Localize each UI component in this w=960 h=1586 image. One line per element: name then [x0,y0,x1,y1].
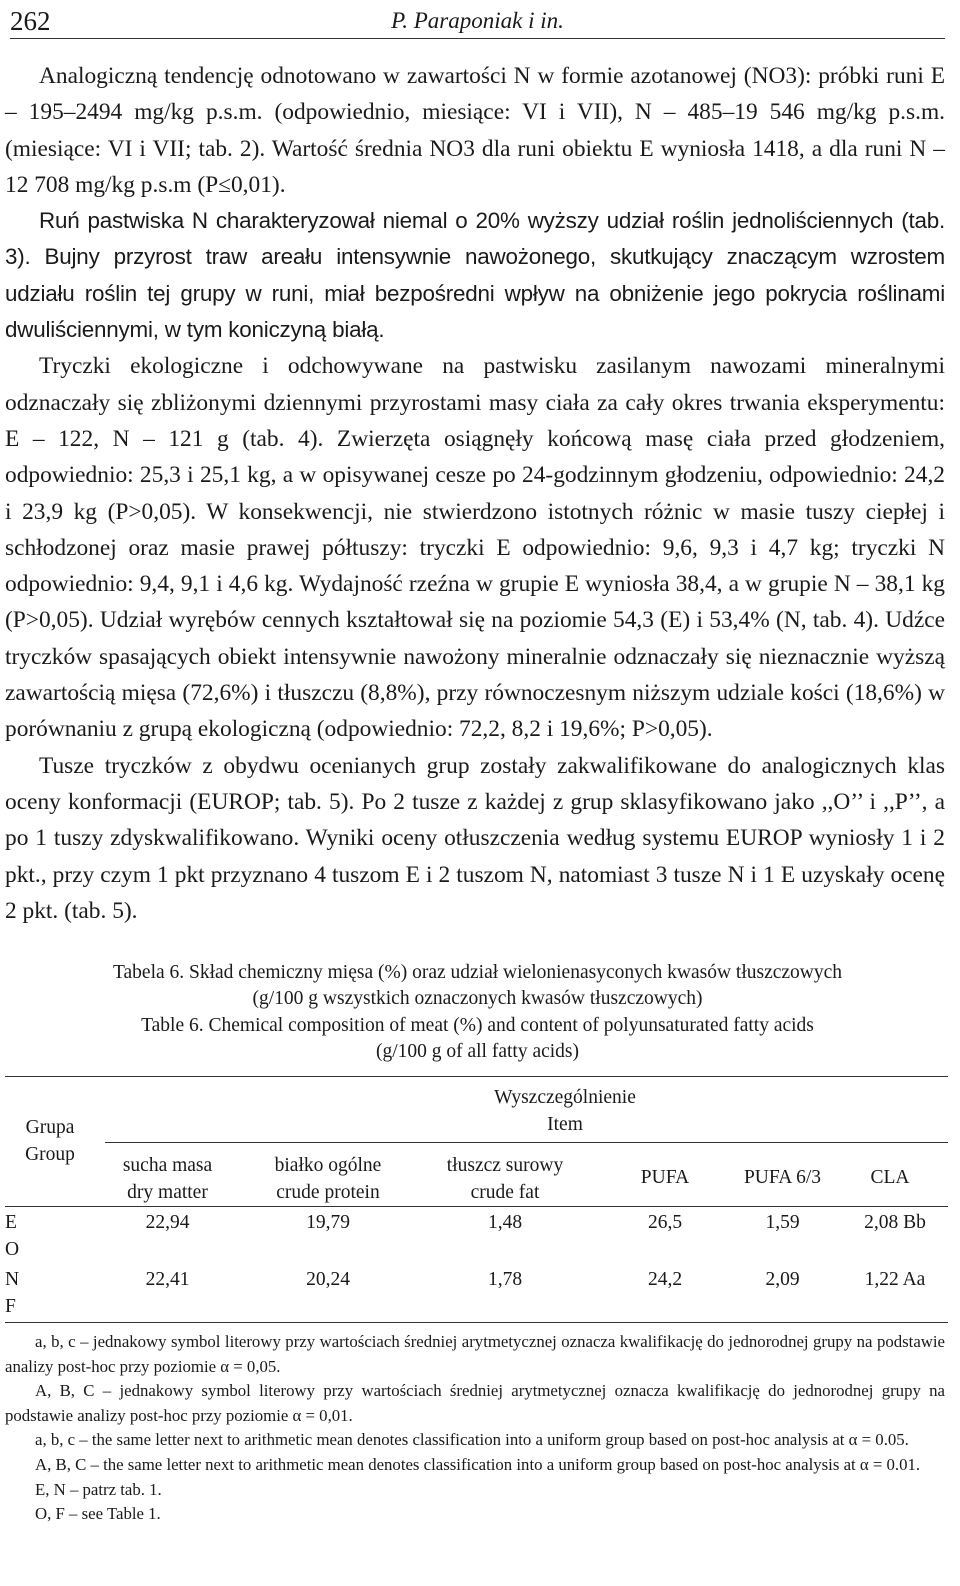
column-label-en: crude fat [470,1182,540,1203]
table-cell: 1,22 Aa [864,1269,926,1290]
note-5: E, N – patrz tab. 1. [35,1479,162,1499]
caption-pl-line-1: Tabela 6. Skład chemiczny mięsa (%) oraz udział wielonienasyconych kwasów tłuszczowych [112,962,843,983]
item-header-pl: Wyszczególnienie [494,1087,636,1108]
table-caption-en [10,1013,945,1065]
item-header-en: Item [547,1114,583,1135]
row-e-group [5,1209,25,1263]
column-header-dry-matter [105,1152,230,1206]
table-cell: 1,78 [487,1269,523,1290]
note-6: O, F – see Table 1. [35,1504,161,1524]
column-label: CLA [870,1167,910,1188]
page-number: 262 [10,6,51,36]
table-cell: 1,59 [765,1212,800,1233]
paragraph-1: Analogiczną tendencję odnotowano w zawartości N w formie azotanowej (NO3): próbki runi E – 195–2494 mg/kg p.s.m. (odpowiednio, miesiące: VI i VII), N – 485–19 546 mg/kg p.s.m. (miesiące: VI i VII; tab. 2). Wartość średnia NO3 dla runi obiektu E wyniosła 1418, a dla runi N – 12 708 mg/kg p.s.m (P≤0,01). [5,63,945,198]
running-head: P. Paraponiak i in. [391,8,564,33]
column-header-pufa [620,1164,710,1191]
row-n-group [5,1266,25,1320]
table-cell: 2,08 Bb [864,1212,926,1233]
note-2: A, B, C – jednakowy symbol literowy przy wartościach średniej arytmetycznej oznacza kwalifikację do jednorodnej grupy na podstawie analizy post-hoc przy poziomie α = 0,01. [5,1381,945,1425]
paragraph-3: Tryczki ekologiczne i odchowywane na pastwisku zasilanym nawozami mineralnymi odznaczały się zbliżonymi dziennymi przyrostami masy ciała za cały okres trwania eksperymentu: E – 122, N – 121 g (tab. 4). Zwierzęta osiągnęły końcową masę ciała przed głodzeniem, odpowiednio: 25,3 i 25,1 kg, a w opisywanej cesze po 24-godzinnym głodzeniu, odpowiednio: 24,2 i 23,9 kg (P>0,05). W konsekwencji, nie stwierdzono istotnych różnic w masie tuszy ciepłej i schłodzonej oraz masie prawej półtuszy: tryczki E odpowiednio: 9,6, 9,3 i 4,7 kg; tryczki N odpowiednio: 9,4, 9,1 i 4,6 kg. Wydajność rzeźna w grupie E wyniosła 38,4, a w grupie N – 38,1 kg (P>0,05). Udział wyrębów cennych kształtował się na poziomie 54,3 (E) i 53,4% (N, tab. 4). Udźce tryczków spasających obiekt intensywnie nawożony mineralnie odznaczały się nieznacznie wyższą zawartością mięsa (72,6%) i tłuszczu (8,8%), przy równoczesnym niższym udziale kości (18,6%) w porównaniu z grupą ekologiczną (odpowiednio: 72,2, 8,2 i 19,6%; P>0,05). [5,353,945,743]
caption-en-line-1: Table 6. Chemical composition of meat (%) and content of polyunsaturated fatty acids [141,1015,814,1036]
page-header [10,4,945,39]
note-1: a, b, c – jednakowy symbol literowy przy wartościach średniej arytmetycznej oznacza kwalifikację do jednorodnej grupy na podstawie analizy post-hoc przy poziomie α = 0,05. [5,1332,945,1376]
group-code-en: O [5,1239,20,1260]
column-label: PUFA [640,1167,690,1188]
group-header-en: Group [25,1144,75,1165]
item-header [385,1084,745,1138]
group-header [5,1114,95,1168]
note-3: a, b, c – the same letter next to arithmetic mean denotes classification into a uniform group based on post-hoc analysis at α = 0.05. [35,1430,909,1450]
table-cell: 20,24 [306,1269,350,1290]
caption-pl-line-2: (g/100 g wszystkich oznaczonych kwasów tłuszczowych) [252,988,703,1009]
column-label: PUFA 6/3 [743,1167,822,1188]
paragraph-2: Ruń pastwiska N charakteryzował niemal o 20% wyższy udział roślin jednoliściennych (tab. 3). Bujny przyrost traw areału intensywnie nawożonego, skutkujący znaczącym wzrostem udziału roślin tej grupy w runi, miał bezpośredni wpływ na obniżenie jego pokrycia roślinami dwuliściennymi, w tym koniczyną białą. [5,208,945,343]
note-4: A, B, C – the same letter next to arithmetic mean denotes classification into a uniform group based on post-hoc analysis at α = 0.01. [35,1454,921,1474]
table-cell: 1,48 [487,1212,523,1233]
item-header-rule [105,1142,948,1143]
column-label-en: dry matter [127,1182,208,1203]
column-label: białko ogólne [274,1155,382,1176]
body-text [5,58,945,929]
table-cell: 22,41 [145,1269,190,1290]
group-header-pl: Grupa [25,1117,75,1138]
table-cell: 19,79 [306,1212,350,1233]
caption-en-line-2: (g/100 g of all fatty acids) [375,1041,580,1062]
column-label: tłuszcz surowy [446,1155,564,1176]
table-bottom-rule [5,1322,948,1323]
table-header-rule [5,1206,948,1207]
table-cell: 24,2 [647,1269,683,1290]
table-caption-pl [10,960,945,1012]
group-code: E [5,1212,17,1233]
column-label: sucha masa [122,1155,213,1176]
column-label-en: crude protein [276,1182,380,1203]
group-code: N [5,1269,20,1290]
column-header-crude-protein [253,1152,403,1206]
column-header-cla [845,1164,935,1191]
table-cell: 22,94 [145,1212,190,1233]
column-header-crude-fat [430,1152,580,1206]
table-cell: 26,5 [647,1212,683,1233]
table-notes [5,1330,945,1527]
column-header-pufa-6-3 [730,1164,835,1191]
table-top-rule [5,1076,948,1077]
table-cell: 2,09 [765,1269,800,1290]
paragraph-4: Tusze tryczków z obydwu ocenianych grup zostały zakwalifikowane do analogicznych klas oceny konformacji (EUROP; tab. 5). Po 2 tusze z każdej z grup sklasyfikowano jako ,,O’’ i ,,P’’, a po 1 tuszy zdyskwalifikowano. Wyniki oceny otłuszczenia według systemu EUROP wyniosły 1 i 2 pkt., przy czym 1 pkt przyznano 4 tuszom E i 2 tuszom N, natomiast 3 tusze N i 1 E uzyskały ocenę 2 pkt. (tab. 5). [5,752,945,924]
group-code-en: F [5,1296,16,1317]
